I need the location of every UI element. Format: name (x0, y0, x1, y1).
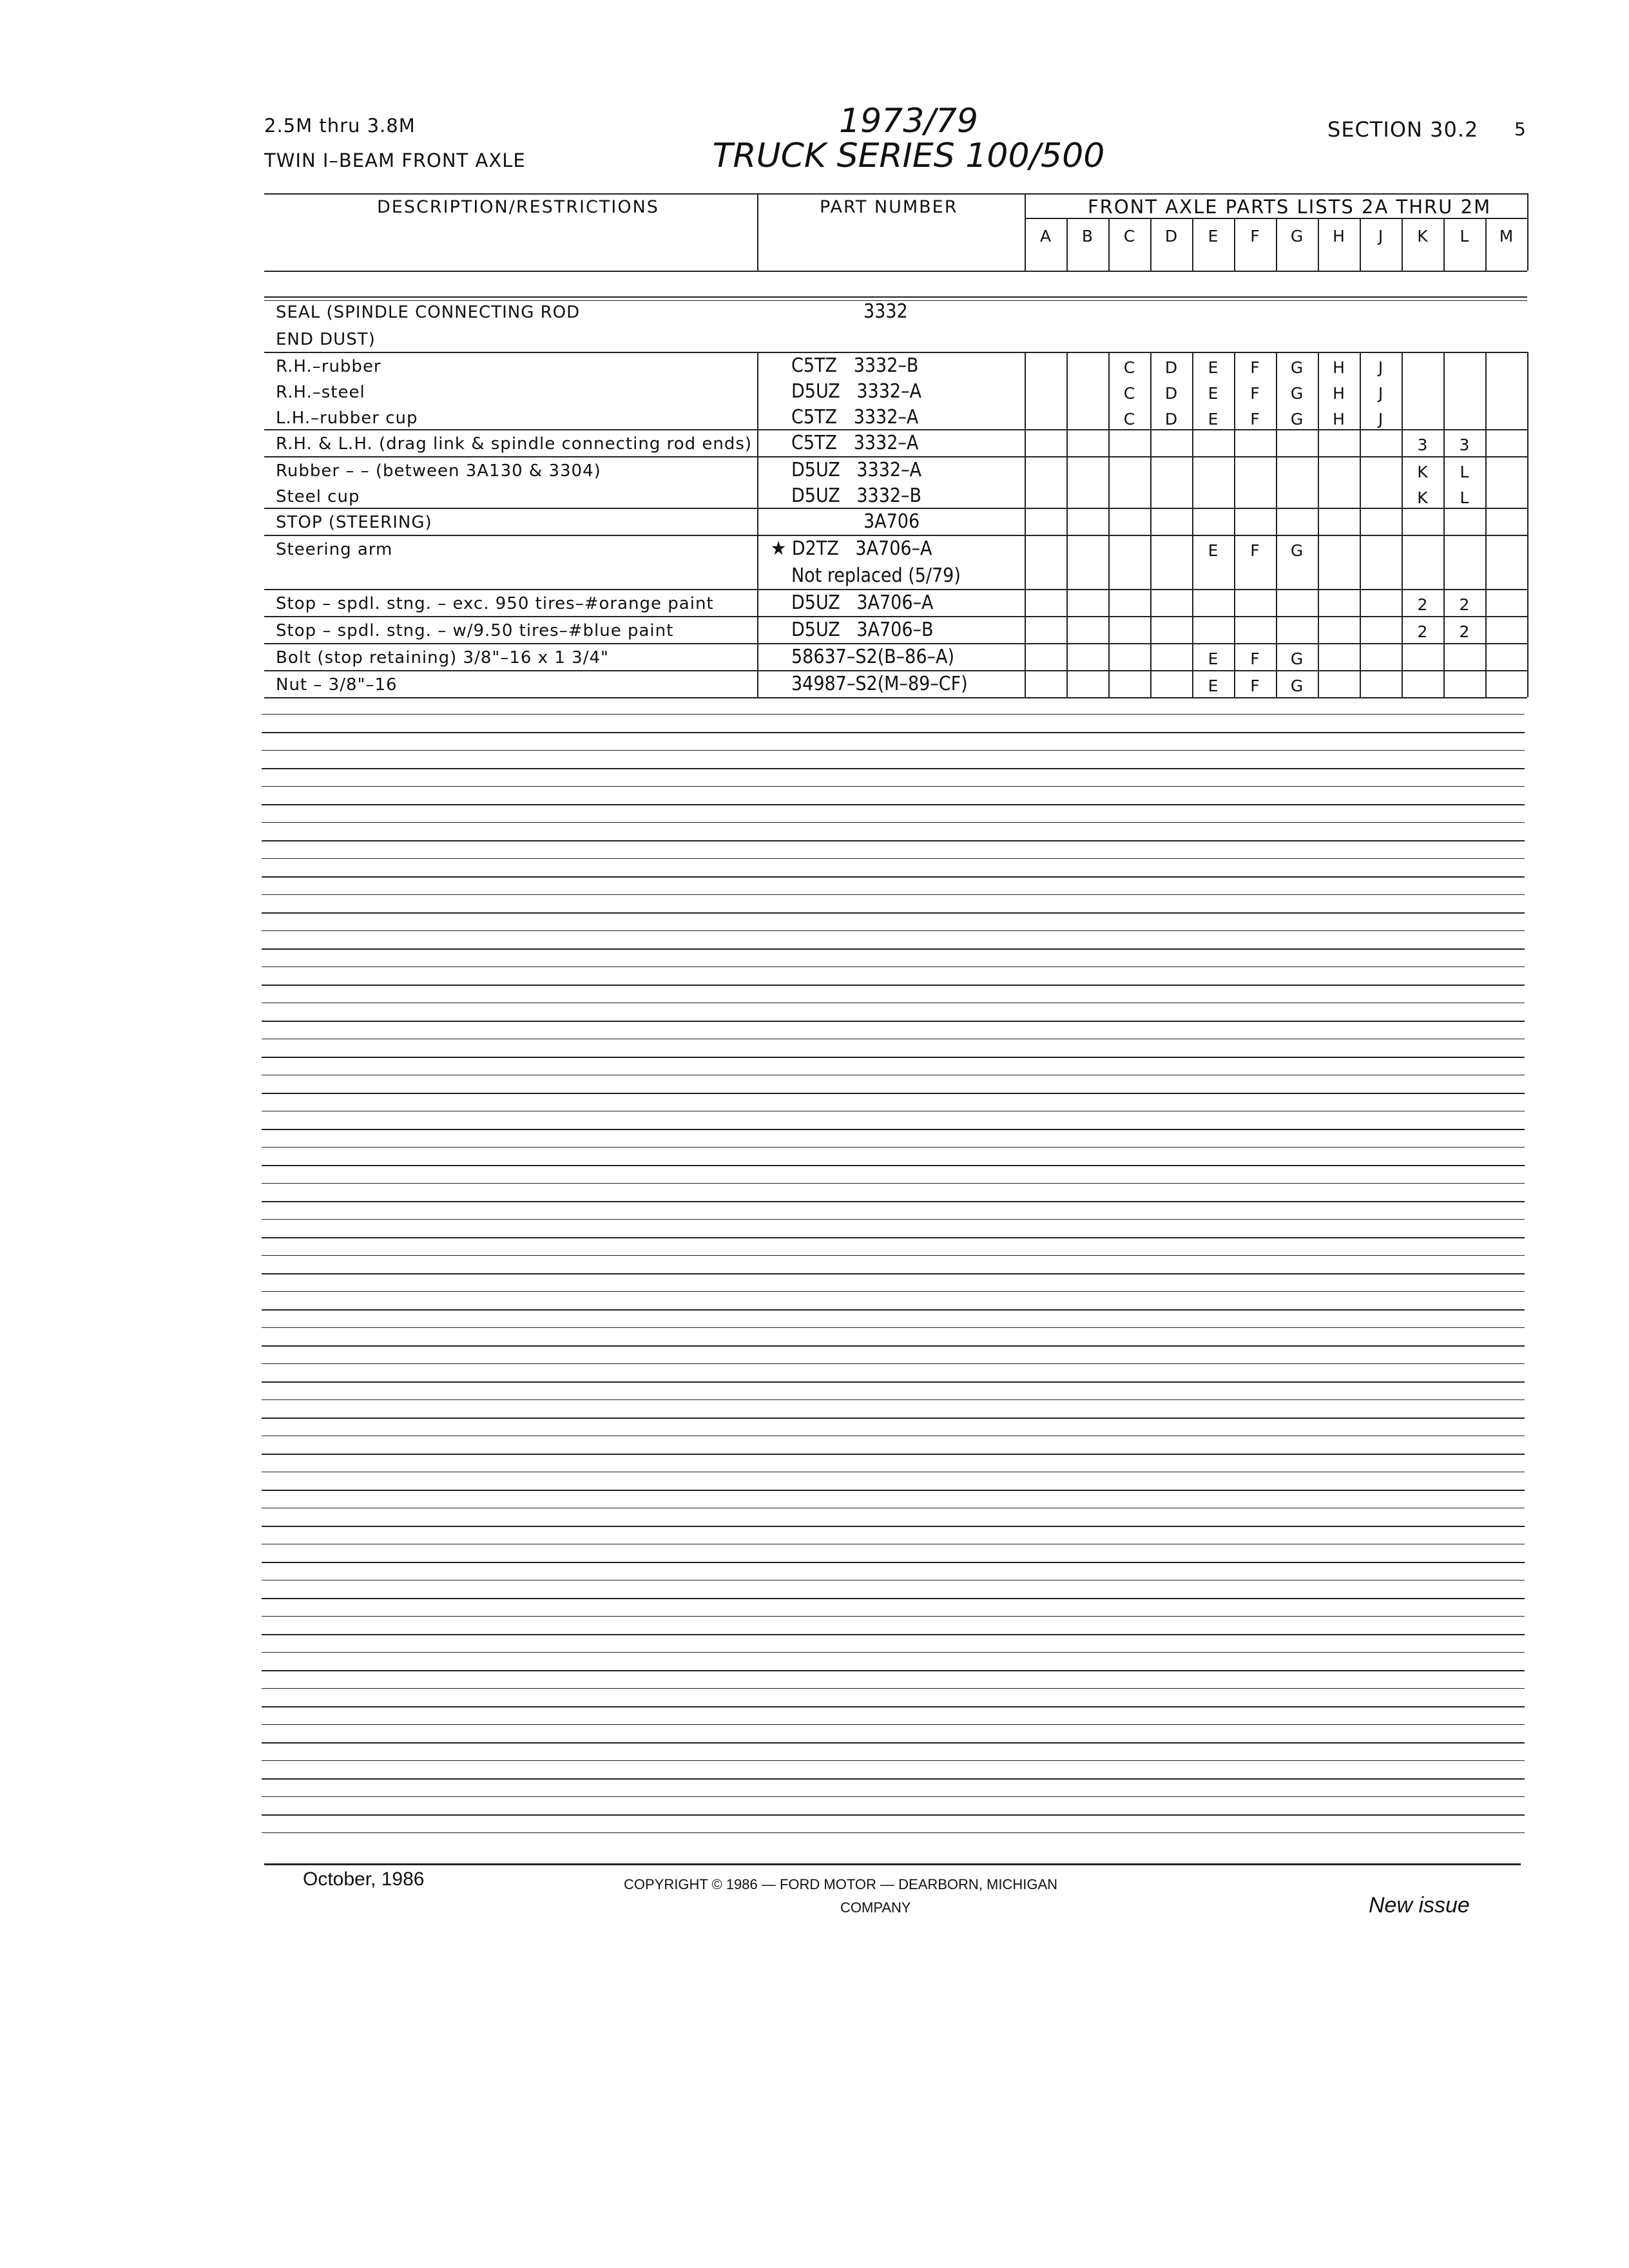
row-part-number: ★ D2TZ 3A706–A (771, 537, 932, 560)
header-section: SECTION 30.2 (1327, 117, 1479, 142)
row-description: R.H.–steel (276, 383, 365, 402)
footer-date: October, 1986 (303, 1869, 425, 1890)
row-mark-k: 2 (1417, 622, 1428, 641)
list-letter-g: G (1290, 227, 1304, 245)
row-description: R.H. & L.H. (drag link & spindle connecting rod ends) (276, 434, 753, 454)
footer-rule (264, 1863, 1521, 1865)
list-letter-k: K (1417, 227, 1428, 245)
row-description: Stop – spdl. stng. – w/9.50 tires–#blue paint (276, 621, 674, 640)
row-mark-l: 3 (1459, 436, 1470, 454)
row-mark-e: E (1208, 410, 1219, 428)
row-mark-f: F (1250, 541, 1260, 560)
header-years: 1973/79 (838, 102, 979, 140)
row-mark-k: K (1417, 488, 1428, 507)
row-mark-k: 3 (1417, 436, 1428, 454)
row-part-number: 58637–S2(B–86–A) (791, 646, 954, 668)
row-mark-l: L (1460, 488, 1469, 507)
header-axle-type: TWIN I–BEAM FRONT AXLE (264, 149, 526, 171)
row-mark-g: G (1290, 410, 1304, 428)
row-part-number: C5TZ 3332–A (791, 432, 919, 454)
row-description: Steering arm (276, 540, 393, 559)
row-mark-e: E (1208, 677, 1219, 695)
page-number: 5 (1514, 119, 1527, 140)
row-description: END DUST) (276, 330, 376, 349)
row-mark-l: 2 (1459, 595, 1470, 614)
list-letter-b: B (1081, 227, 1094, 245)
row-mark-c: C (1123, 410, 1135, 428)
row-part-number: D5UZ 3332–A (791, 380, 922, 403)
row-mark-j: J (1378, 410, 1383, 428)
list-letter-c: C (1123, 227, 1135, 245)
row-description: STOP (STEERING) (276, 513, 432, 532)
row-mark-j: J (1378, 358, 1383, 377)
row-mark-e: E (1208, 358, 1219, 377)
list-letter-d: D (1164, 227, 1178, 245)
row-description: Stop – spdl. stng. – exc. 950 tires–#orange paint (276, 594, 714, 613)
row-description: Bolt (stop retaining) 3/8"–16 x 1 3/4" (276, 648, 609, 668)
row-part-number: D5UZ 3332–B (791, 485, 922, 507)
row-mark-f: F (1250, 649, 1260, 668)
row-mark-g: G (1290, 358, 1304, 377)
row-mark-e: E (1208, 541, 1219, 560)
row-description: L.H.–rubber cup (276, 408, 418, 428)
row-mark-k: 2 (1417, 595, 1428, 614)
row-mark-k: K (1417, 463, 1428, 481)
row-mark-l: 2 (1459, 622, 1470, 641)
list-letter-m: M (1499, 227, 1514, 245)
row-mark-f: F (1250, 384, 1260, 403)
header-series: TRUCK SERIES 100/500 (712, 137, 1105, 175)
row-description: SEAL (SPINDLE CONNECTING ROD (276, 303, 581, 322)
column-header-description: DESCRIPTION/RESTRICTIONS (377, 197, 659, 217)
footer-company: COMPANY (840, 1899, 911, 1916)
list-letter-f: F (1250, 227, 1260, 245)
row-mark-g: G (1290, 677, 1304, 695)
row-part-number: 3A706 (863, 510, 920, 533)
row-mark-h: H (1333, 358, 1345, 377)
footer-status: New issue (1369, 1893, 1470, 1917)
row-mark-e: E (1208, 649, 1219, 668)
row-description: R.H.–rubber (276, 357, 381, 376)
row-part-number: C5TZ 3332–B (791, 354, 919, 377)
row-part-number: D5UZ 3A706–A (791, 591, 934, 614)
list-letter-a: A (1039, 227, 1052, 245)
column-header-part-number: PART NUMBER (820, 197, 958, 217)
list-letter-l: L (1460, 227, 1469, 245)
list-letter-e: E (1208, 227, 1219, 245)
row-mark-f: F (1250, 410, 1260, 428)
row-part-number: C5TZ 3332–A (791, 406, 919, 428)
row-mark-d: D (1164, 410, 1178, 428)
row-part-number: Not replaced (5/79) (791, 564, 961, 587)
row-part-number: 3332 (863, 300, 908, 323)
row-mark-g: G (1290, 384, 1304, 403)
row-part-number: D5UZ 3A706–B (791, 619, 934, 641)
row-mark-e: E (1208, 384, 1219, 403)
row-description: Nut – 3/8"–16 (276, 675, 398, 695)
row-mark-l: L (1460, 463, 1469, 481)
row-mark-c: C (1123, 384, 1135, 403)
row-mark-d: D (1164, 358, 1178, 377)
header-model-range: 2.5M thru 3.8M (264, 115, 416, 137)
row-description: Rubber – – (between 3A130 & 3304) (276, 461, 601, 481)
row-mark-j: J (1378, 384, 1383, 403)
row-mark-h: H (1333, 410, 1345, 428)
row-mark-g: G (1290, 541, 1304, 560)
row-mark-d: D (1164, 384, 1178, 403)
list-letter-j: J (1378, 227, 1383, 245)
row-mark-f: F (1250, 677, 1260, 695)
row-description: Steel cup (276, 487, 360, 506)
footer-copyright: COPYRIGHT © 1986 — FORD MOTOR — DEARBORN, MICHIGAN (624, 1876, 1058, 1892)
list-letter-h: H (1333, 227, 1345, 245)
column-header-parts-lists: FRONT AXLE PARTS LISTS 2A THRU 2M (1088, 196, 1492, 218)
row-mark-f: F (1250, 358, 1260, 377)
row-part-number: D5UZ 3332–A (791, 459, 922, 481)
row-mark-h: H (1333, 384, 1345, 403)
row-mark-c: C (1123, 358, 1135, 377)
row-mark-g: G (1290, 649, 1304, 668)
row-part-number: 34987–S2(M–89–CF) (791, 673, 968, 695)
